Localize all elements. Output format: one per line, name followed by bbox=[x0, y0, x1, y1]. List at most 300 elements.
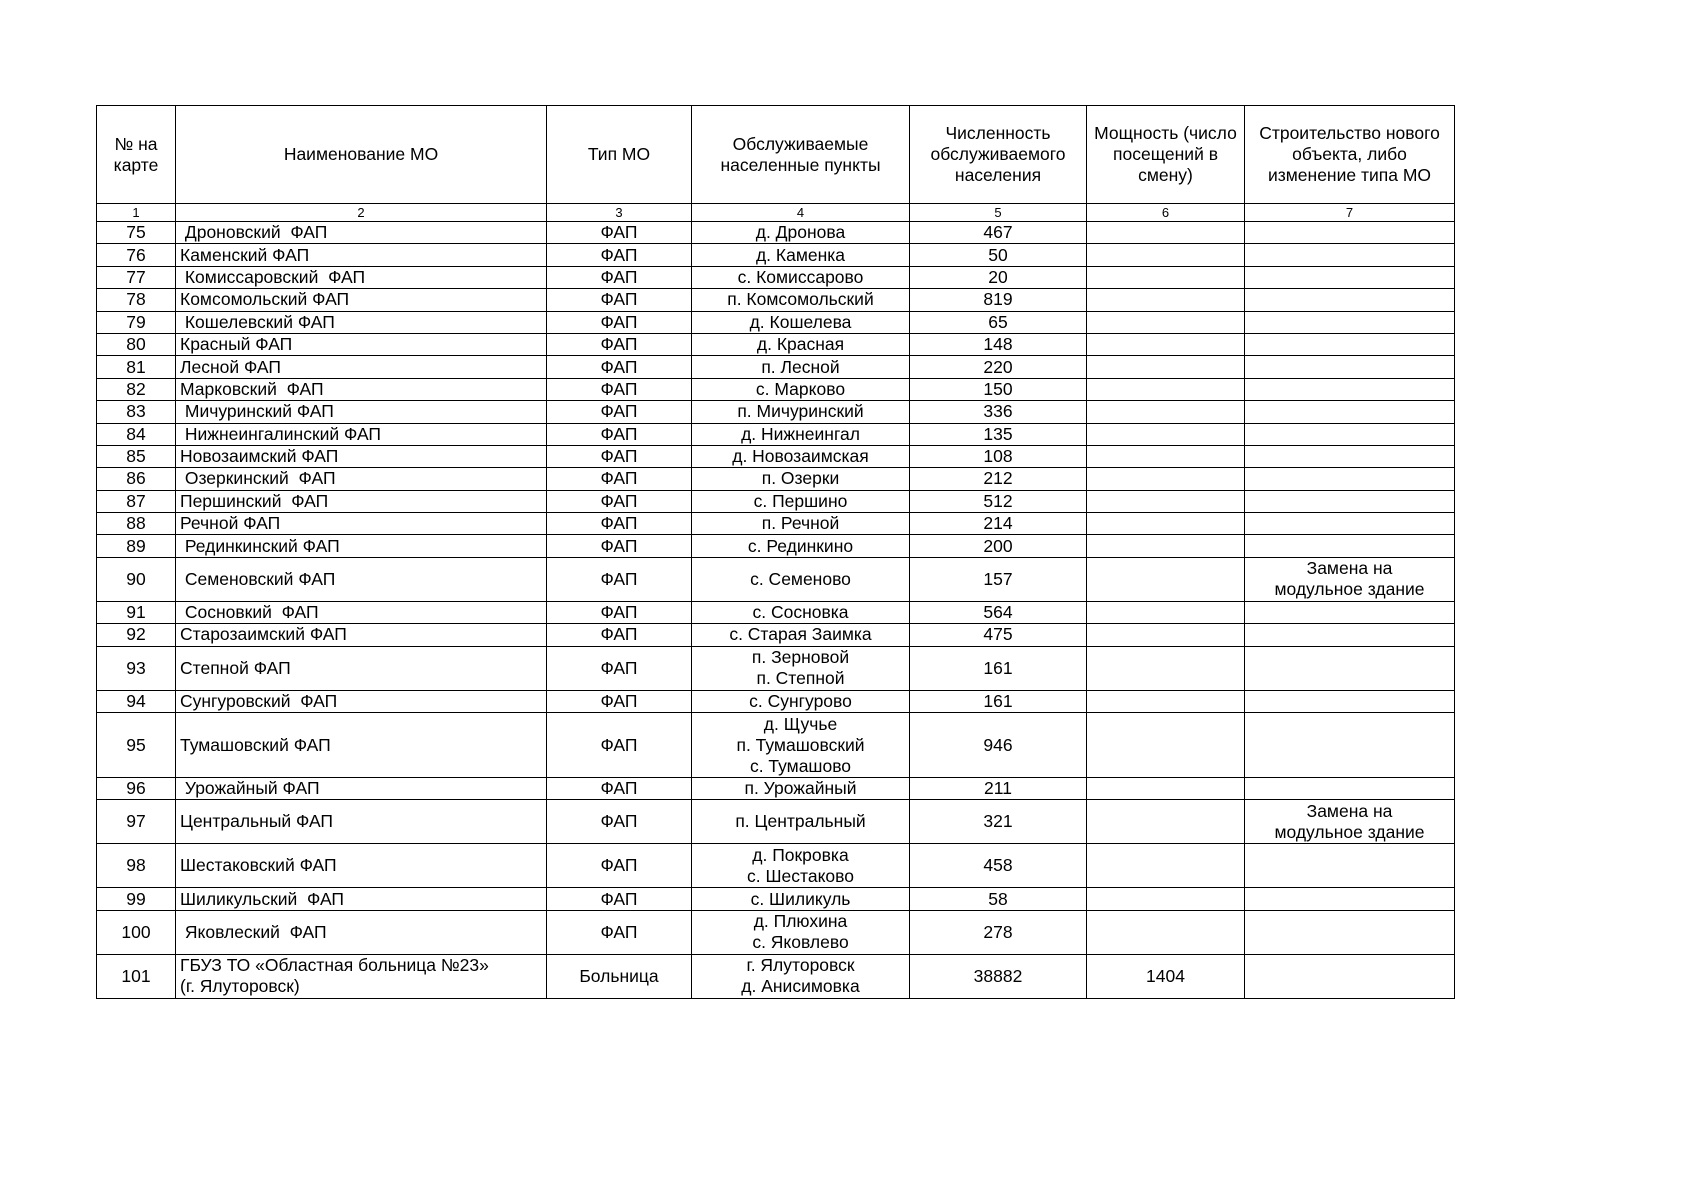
cell-served-settlements-line: с. Семеново bbox=[750, 568, 851, 589]
cell-served-settlements-line: с. Рединкино bbox=[747, 535, 854, 556]
table-row bbox=[97, 445, 1455, 467]
cell-served-settlements bbox=[692, 289, 910, 311]
cell-map-number: 91 bbox=[97, 601, 176, 623]
table-row bbox=[97, 713, 1455, 778]
cell-map-number: 99 bbox=[97, 888, 176, 910]
cell-construction-note bbox=[1245, 445, 1455, 467]
header-construction: Строительство нового объекта, либо изменение типа МО bbox=[1245, 106, 1455, 204]
cell-map-number: 76 bbox=[97, 244, 176, 266]
table-row bbox=[97, 690, 1455, 712]
cell-facility-name-line: Старозаимский ФАП bbox=[180, 624, 347, 645]
table-row bbox=[97, 778, 1455, 800]
cell-construction-note bbox=[1245, 333, 1455, 355]
cell-facility-name-line: Новозаимский ФАП bbox=[180, 446, 339, 467]
cell-served-settlements-line: п. Лесной bbox=[761, 356, 840, 377]
cell-map-number: 75 bbox=[97, 222, 176, 244]
cell-served-settlements-line: д. Каменка bbox=[755, 244, 846, 265]
cell-facility-type: ФАП bbox=[547, 535, 692, 557]
cell-capacity bbox=[1087, 800, 1245, 844]
cell-facility-name bbox=[176, 778, 547, 800]
table-row bbox=[97, 423, 1455, 445]
cell-facility-name-line: Сунгуровский ФАП bbox=[180, 690, 338, 711]
cell-population: 458 bbox=[910, 844, 1087, 888]
cell-construction-note bbox=[1245, 888, 1455, 910]
cell-facility-name bbox=[176, 378, 547, 400]
table-row bbox=[97, 401, 1455, 423]
cell-facility-name bbox=[176, 356, 547, 378]
cell-served-settlements bbox=[692, 601, 910, 623]
cell-facility-name-line: Урожайный ФАП bbox=[180, 778, 320, 799]
cell-construction-note bbox=[1245, 378, 1455, 400]
table-body bbox=[97, 222, 1455, 999]
cell-facility-type: ФАП bbox=[547, 624, 692, 646]
header-served-population: Численность обслуживаемого населения bbox=[910, 106, 1087, 204]
table-row bbox=[97, 844, 1455, 888]
column-number: 3 bbox=[547, 204, 692, 222]
cell-served-settlements bbox=[692, 535, 910, 557]
cell-facility-name-line: Шиликульский ФАП bbox=[180, 888, 345, 909]
cell-facility-type: Больница bbox=[547, 954, 692, 998]
cell-served-settlements bbox=[692, 624, 910, 646]
cell-population: 58 bbox=[910, 888, 1087, 910]
cell-served-settlements-line: г. Ялуторовск bbox=[746, 955, 855, 976]
cell-construction-note bbox=[1245, 601, 1455, 623]
cell-facility-name-line: Семеновский ФАП bbox=[180, 568, 336, 589]
cell-served-settlements-line: п. Зерновой bbox=[751, 647, 850, 668]
cell-construction-note bbox=[1245, 954, 1455, 998]
cell-capacity bbox=[1087, 910, 1245, 954]
cell-served-settlements-line: д. Щучье bbox=[763, 713, 838, 734]
cell-served-settlements bbox=[692, 713, 910, 778]
cell-map-number: 77 bbox=[97, 266, 176, 288]
cell-population: 475 bbox=[910, 624, 1087, 646]
cell-facility-name-line: Дроновский ФАП bbox=[180, 222, 328, 243]
cell-capacity bbox=[1087, 844, 1245, 888]
cell-construction-note bbox=[1245, 690, 1455, 712]
cell-facility-name bbox=[176, 646, 547, 690]
table-row bbox=[97, 311, 1455, 333]
cell-population: 65 bbox=[910, 311, 1087, 333]
column-number: 6 bbox=[1087, 204, 1245, 222]
cell-construction-note bbox=[1245, 490, 1455, 512]
cell-map-number: 88 bbox=[97, 513, 176, 535]
cell-facility-name-line: Каменский ФАП bbox=[180, 244, 310, 265]
table-row bbox=[97, 513, 1455, 535]
cell-facility-name bbox=[176, 601, 547, 623]
cell-served-settlements-line: с. Марково bbox=[755, 378, 846, 399]
cell-served-settlements-line: д. Покровка bbox=[752, 844, 849, 865]
cell-map-number: 89 bbox=[97, 535, 176, 557]
cell-population: 161 bbox=[910, 690, 1087, 712]
cell-facility-type: ФАП bbox=[547, 557, 692, 601]
cell-served-settlements-line: д. Кошелева bbox=[749, 311, 852, 332]
cell-population: 135 bbox=[910, 423, 1087, 445]
cell-facility-type: ФАП bbox=[547, 888, 692, 910]
cell-facility-name bbox=[176, 333, 547, 355]
column-number: 7 bbox=[1245, 204, 1455, 222]
cell-map-number: 85 bbox=[97, 445, 176, 467]
cell-construction-note bbox=[1245, 289, 1455, 311]
cell-served-settlements bbox=[692, 888, 910, 910]
cell-facility-type: ФАП bbox=[547, 289, 692, 311]
cell-served-settlements-line: с. Яковлево bbox=[752, 932, 849, 953]
cell-construction-note bbox=[1245, 844, 1455, 888]
cell-population: 108 bbox=[910, 445, 1087, 467]
cell-facility-type: ФАП bbox=[547, 244, 692, 266]
cell-construction-note bbox=[1245, 311, 1455, 333]
cell-served-settlements-line: с. Сосновка bbox=[752, 602, 849, 623]
cell-capacity bbox=[1087, 490, 1245, 512]
header-facility-type: Тип МО bbox=[547, 106, 692, 204]
cell-map-number: 98 bbox=[97, 844, 176, 888]
cell-capacity bbox=[1087, 646, 1245, 690]
cell-facility-name bbox=[176, 954, 547, 998]
cell-served-settlements-line: п. Озерки bbox=[761, 468, 840, 489]
table-row bbox=[97, 490, 1455, 512]
cell-facility-name bbox=[176, 289, 547, 311]
cell-facility-type: ФАП bbox=[547, 490, 692, 512]
cell-facility-type: ФАП bbox=[547, 266, 692, 288]
cell-facility-type: ФАП bbox=[547, 468, 692, 490]
cell-served-settlements bbox=[692, 646, 910, 690]
cell-facility-name bbox=[176, 266, 547, 288]
cell-construction-note bbox=[1245, 468, 1455, 490]
cell-construction-note bbox=[1245, 423, 1455, 445]
cell-capacity bbox=[1087, 423, 1245, 445]
cell-population: 212 bbox=[910, 468, 1087, 490]
cell-served-settlements-line: с. Сунгурово bbox=[749, 690, 852, 711]
cell-facility-name-line: Комиссаровский ФАП bbox=[180, 266, 366, 287]
table-row bbox=[97, 333, 1455, 355]
cell-construction-note-line: модульное здание bbox=[1274, 821, 1425, 842]
cell-served-settlements-line: п. Мичуринский bbox=[737, 401, 864, 422]
cell-map-number: 84 bbox=[97, 423, 176, 445]
table-row bbox=[97, 289, 1455, 311]
cell-facility-name-line: Рединкинский ФАП bbox=[180, 535, 340, 556]
cell-population: 211 bbox=[910, 778, 1087, 800]
cell-served-settlements bbox=[692, 468, 910, 490]
cell-served-settlements-line: с. Тумашово bbox=[749, 755, 852, 776]
cell-construction-note-line: модульное здание bbox=[1274, 579, 1425, 600]
cell-map-number: 95 bbox=[97, 713, 176, 778]
cell-construction-note bbox=[1245, 356, 1455, 378]
table-header bbox=[97, 106, 1455, 222]
cell-map-number: 101 bbox=[97, 954, 176, 998]
cell-served-settlements bbox=[692, 333, 910, 355]
cell-facility-name bbox=[176, 535, 547, 557]
cell-served-settlements-line: п. Степной bbox=[756, 668, 845, 689]
cell-capacity bbox=[1087, 289, 1245, 311]
cell-capacity bbox=[1087, 690, 1245, 712]
cell-map-number: 90 bbox=[97, 557, 176, 601]
cell-population: 564 bbox=[910, 601, 1087, 623]
cell-capacity bbox=[1087, 378, 1245, 400]
cell-served-settlements bbox=[692, 222, 910, 244]
cell-served-settlements-line: д. Плюхина bbox=[753, 911, 848, 932]
cell-map-number: 94 bbox=[97, 690, 176, 712]
cell-capacity bbox=[1087, 624, 1245, 646]
cell-served-settlements bbox=[692, 557, 910, 601]
column-number-row bbox=[97, 204, 1455, 222]
cell-facility-name bbox=[176, 557, 547, 601]
cell-served-settlements-line: с. Шестаково bbox=[747, 865, 854, 886]
cell-served-settlements bbox=[692, 401, 910, 423]
cell-capacity bbox=[1087, 557, 1245, 601]
cell-facility-type: ФАП bbox=[547, 844, 692, 888]
cell-facility-type: ФАП bbox=[547, 311, 692, 333]
cell-population: 200 bbox=[910, 535, 1087, 557]
cell-construction-note bbox=[1245, 535, 1455, 557]
cell-facility-type: ФАП bbox=[547, 356, 692, 378]
column-number: 5 bbox=[910, 204, 1087, 222]
cell-facility-type: ФАП bbox=[547, 690, 692, 712]
cell-construction-note bbox=[1245, 266, 1455, 288]
column-number: 1 bbox=[97, 204, 176, 222]
cell-facility-name-line: Лесной ФАП bbox=[180, 356, 281, 377]
table-row bbox=[97, 244, 1455, 266]
cell-construction-note bbox=[1245, 222, 1455, 244]
cell-capacity bbox=[1087, 601, 1245, 623]
cell-served-settlements-line: с. Шиликуль bbox=[750, 888, 851, 909]
cell-served-settlements bbox=[692, 800, 910, 844]
cell-served-settlements bbox=[692, 778, 910, 800]
cell-facility-type: ФАП bbox=[547, 910, 692, 954]
table-row bbox=[97, 356, 1455, 378]
cell-facility-name-line: Речной ФАП bbox=[180, 513, 281, 534]
cell-capacity bbox=[1087, 535, 1245, 557]
cell-facility-name-line: Марковский ФАП bbox=[180, 378, 324, 399]
cell-facility-name-line: Нижнеингалинский ФАП bbox=[180, 423, 381, 444]
cell-served-settlements bbox=[692, 513, 910, 535]
cell-population: 819 bbox=[910, 289, 1087, 311]
cell-facility-name bbox=[176, 311, 547, 333]
cell-facility-name bbox=[176, 888, 547, 910]
cell-facility-name-line: Красный ФАП bbox=[180, 334, 293, 355]
cell-facility-name bbox=[176, 910, 547, 954]
cell-population: 220 bbox=[910, 356, 1087, 378]
cell-capacity bbox=[1087, 356, 1245, 378]
cell-capacity bbox=[1087, 888, 1245, 910]
cell-population: 38882 bbox=[910, 954, 1087, 998]
cell-served-settlements-line: п. Центральный bbox=[735, 811, 866, 832]
cell-map-number: 93 bbox=[97, 646, 176, 690]
cell-facility-name-line: Кошелевский ФАП bbox=[180, 311, 335, 332]
cell-map-number: 80 bbox=[97, 333, 176, 355]
cell-facility-name-line: Степной ФАП bbox=[180, 657, 291, 678]
table-row bbox=[97, 646, 1455, 690]
cell-served-settlements-line: д. Красная bbox=[756, 334, 845, 355]
cell-facility-name bbox=[176, 222, 547, 244]
table-row bbox=[97, 624, 1455, 646]
cell-served-settlements-line: п. Комсомольский bbox=[727, 289, 874, 310]
cell-facility-name bbox=[176, 624, 547, 646]
cell-facility-name-line: Озеркинский ФАП bbox=[180, 468, 336, 489]
cell-map-number: 92 bbox=[97, 624, 176, 646]
cell-population: 20 bbox=[910, 266, 1087, 288]
cell-population: 214 bbox=[910, 513, 1087, 535]
column-number: 4 bbox=[692, 204, 910, 222]
cell-map-number: 87 bbox=[97, 490, 176, 512]
cell-facility-type: ФАП bbox=[547, 378, 692, 400]
table-row bbox=[97, 954, 1455, 998]
cell-served-settlements bbox=[692, 954, 910, 998]
cell-facility-name bbox=[176, 401, 547, 423]
cell-population: 946 bbox=[910, 713, 1087, 778]
cell-construction-note bbox=[1245, 646, 1455, 690]
header-served-settlements: Обслуживаемые населенные пункты bbox=[692, 106, 910, 204]
cell-served-settlements bbox=[692, 445, 910, 467]
cell-served-settlements-line: д. Дронова bbox=[755, 222, 846, 243]
cell-served-settlements bbox=[692, 266, 910, 288]
cell-facility-name-line: ГБУЗ ТО «Областная больница №23» bbox=[180, 955, 489, 976]
cell-population: 161 bbox=[910, 646, 1087, 690]
cell-served-settlements bbox=[692, 423, 910, 445]
cell-facility-type: ФАП bbox=[547, 513, 692, 535]
table-row bbox=[97, 378, 1455, 400]
header-facility-name: Наименование МО bbox=[176, 106, 547, 204]
cell-served-settlements-line: д. Анисимовка bbox=[741, 976, 860, 997]
cell-facility-type: ФАП bbox=[547, 778, 692, 800]
cell-facility-type: ФАП bbox=[547, 646, 692, 690]
cell-map-number: 86 bbox=[97, 468, 176, 490]
cell-facility-name bbox=[176, 713, 547, 778]
cell-facility-type: ФАП bbox=[547, 423, 692, 445]
table-row bbox=[97, 266, 1455, 288]
cell-construction-note-line: Замена на bbox=[1306, 800, 1393, 821]
cell-facility-name bbox=[176, 445, 547, 467]
cell-population: 512 bbox=[910, 490, 1087, 512]
cell-map-number: 96 bbox=[97, 778, 176, 800]
cell-facility-name bbox=[176, 844, 547, 888]
cell-facility-name-line: Комсомольский ФАП bbox=[180, 289, 350, 310]
medical-facilities-table bbox=[96, 105, 1455, 999]
cell-construction-note bbox=[1245, 778, 1455, 800]
cell-population: 321 bbox=[910, 800, 1087, 844]
cell-capacity: 1404 bbox=[1087, 954, 1245, 998]
cell-facility-name-line: Мичуринский ФАП bbox=[180, 401, 334, 422]
cell-capacity bbox=[1087, 778, 1245, 800]
cell-map-number: 78 bbox=[97, 289, 176, 311]
cell-served-settlements-line: п. Речной bbox=[761, 513, 840, 534]
cell-map-number: 100 bbox=[97, 910, 176, 954]
cell-facility-name bbox=[176, 244, 547, 266]
cell-served-settlements bbox=[692, 244, 910, 266]
cell-population: 467 bbox=[910, 222, 1087, 244]
header-row bbox=[97, 106, 1455, 204]
cell-facility-name-line: (г. Ялуторовск) bbox=[180, 976, 300, 997]
cell-facility-name-line: Центральный ФАП bbox=[180, 811, 334, 832]
cell-facility-name bbox=[176, 690, 547, 712]
table-row bbox=[97, 557, 1455, 601]
cell-facility-type: ФАП bbox=[547, 713, 692, 778]
cell-capacity bbox=[1087, 445, 1245, 467]
cell-facility-type: ФАП bbox=[547, 333, 692, 355]
cell-served-settlements bbox=[692, 910, 910, 954]
cell-served-settlements bbox=[692, 690, 910, 712]
cell-construction-note bbox=[1245, 401, 1455, 423]
cell-facility-name bbox=[176, 423, 547, 445]
cell-facility-name-line: Першинский ФАП bbox=[180, 490, 329, 511]
cell-served-settlements-line: с. Першино bbox=[753, 490, 848, 511]
cell-facility-name-line: Яковлеский ФАП bbox=[180, 921, 327, 942]
cell-construction-note bbox=[1245, 800, 1455, 844]
cell-facility-name-line: Тумашовский ФАП bbox=[180, 734, 331, 755]
cell-facility-name bbox=[176, 513, 547, 535]
cell-map-number: 79 bbox=[97, 311, 176, 333]
cell-facility-name bbox=[176, 800, 547, 844]
cell-capacity bbox=[1087, 401, 1245, 423]
cell-facility-type: ФАП bbox=[547, 445, 692, 467]
cell-served-settlements bbox=[692, 490, 910, 512]
cell-served-settlements-line: д. Нижнеингал bbox=[741, 423, 860, 444]
cell-population: 336 bbox=[910, 401, 1087, 423]
cell-map-number: 83 bbox=[97, 401, 176, 423]
cell-facility-type: ФАП bbox=[547, 401, 692, 423]
cell-facility-name bbox=[176, 468, 547, 490]
cell-facility-type: ФАП bbox=[547, 800, 692, 844]
cell-capacity bbox=[1087, 244, 1245, 266]
cell-facility-name bbox=[176, 490, 547, 512]
cell-population: 150 bbox=[910, 378, 1087, 400]
cell-map-number: 81 bbox=[97, 356, 176, 378]
cell-served-settlements bbox=[692, 378, 910, 400]
cell-capacity bbox=[1087, 222, 1245, 244]
table-row bbox=[97, 800, 1455, 844]
table-row bbox=[97, 535, 1455, 557]
table-row bbox=[97, 601, 1455, 623]
column-number: 2 bbox=[176, 204, 547, 222]
cell-capacity bbox=[1087, 713, 1245, 778]
table-row bbox=[97, 910, 1455, 954]
cell-construction-note bbox=[1245, 624, 1455, 646]
cell-facility-type: ФАП bbox=[547, 601, 692, 623]
cell-capacity bbox=[1087, 333, 1245, 355]
cell-construction-note bbox=[1245, 713, 1455, 778]
cell-population: 50 bbox=[910, 244, 1087, 266]
cell-served-settlements-line: с. Комиссарово bbox=[737, 266, 864, 287]
cell-construction-note bbox=[1245, 557, 1455, 601]
cell-served-settlements-line: п. Тумашовский bbox=[736, 734, 865, 755]
cell-construction-note bbox=[1245, 513, 1455, 535]
cell-served-settlements bbox=[692, 356, 910, 378]
table-row bbox=[97, 468, 1455, 490]
header-capacity: Мощность (число посещений в смену) bbox=[1087, 106, 1245, 204]
cell-construction-note bbox=[1245, 244, 1455, 266]
cell-capacity bbox=[1087, 468, 1245, 490]
cell-construction-note-line: Замена на bbox=[1306, 558, 1393, 579]
cell-map-number: 82 bbox=[97, 378, 176, 400]
table-row bbox=[97, 888, 1455, 910]
cell-facility-name-line: Шестаковский ФАП bbox=[180, 855, 337, 876]
cell-served-settlements bbox=[692, 311, 910, 333]
cell-facility-type: ФАП bbox=[547, 222, 692, 244]
cell-construction-note bbox=[1245, 910, 1455, 954]
cell-capacity bbox=[1087, 311, 1245, 333]
cell-population: 157 bbox=[910, 557, 1087, 601]
cell-population: 148 bbox=[910, 333, 1087, 355]
cell-served-settlements-line: с. Старая Заимка bbox=[729, 624, 872, 645]
cell-served-settlements bbox=[692, 844, 910, 888]
table-row bbox=[97, 222, 1455, 244]
cell-capacity bbox=[1087, 266, 1245, 288]
cell-facility-name-line: Сосновкий ФАП bbox=[180, 602, 319, 623]
header-map-number: № на карте bbox=[97, 106, 176, 204]
cell-map-number: 97 bbox=[97, 800, 176, 844]
cell-population: 278 bbox=[910, 910, 1087, 954]
cell-served-settlements-line: д. Новозаимская bbox=[732, 446, 869, 467]
cell-capacity bbox=[1087, 513, 1245, 535]
cell-served-settlements-line: п. Урожайный bbox=[744, 778, 857, 799]
